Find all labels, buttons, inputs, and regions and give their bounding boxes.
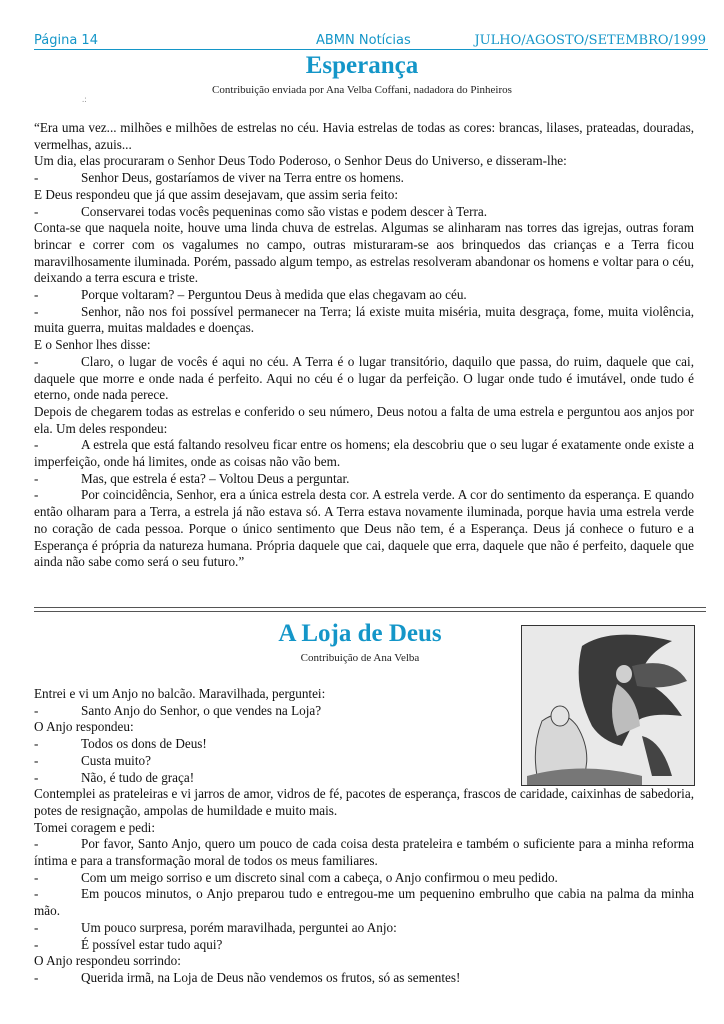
paragraph <box>34 354 694 404</box>
paragraph <box>34 820 694 837</box>
paragraph <box>34 220 694 287</box>
paragraph-text: Contemplei as prateleiras e vi jarros de amor, vidros de fé, pacotes de esperança, frascos de caridade, caixinhas de sabedoria, potes de resignação, ampolas de humildade e muito mais. <box>34 786 694 818</box>
paragraph <box>34 686 694 703</box>
dialogue-dash: - <box>34 487 39 503</box>
paragraph <box>34 920 694 937</box>
article-title-loja: A Loja de Deus <box>278 620 442 647</box>
dialogue-dash: - <box>34 736 39 752</box>
dialogue-dash: - <box>34 836 39 852</box>
paragraph <box>34 970 694 987</box>
paragraph <box>34 870 694 887</box>
paragraph <box>34 187 694 204</box>
paragraph <box>34 736 694 753</box>
paragraph-text: Com um meigo sorriso e um discreto sinal com a cabeça, o Anjo confirmou o meu pedido. <box>81 869 558 885</box>
paragraph-text: E o Senhor lhes disse: <box>34 337 151 353</box>
dialogue-dash: - <box>34 702 39 718</box>
article-contribution-loja: Contribuição de Ana Velba <box>300 652 420 664</box>
paragraph <box>34 770 694 787</box>
paragraph-text: Santo Anjo do Senhor, o que vendes na Loja? <box>81 702 322 718</box>
publication-name: ABMN Notícias <box>316 33 411 48</box>
dialogue-dash: - <box>34 919 39 935</box>
paragraph-text: O Anjo respondeu sorrindo: <box>34 953 181 969</box>
paragraph <box>34 937 694 954</box>
paragraph-text: “Era uma vez... milhões e milhões de estrelas no céu. Havia estrelas de todas as cores: brancas, lilases, prateadas, douradas, vermelhas, azuis... <box>34 120 694 152</box>
paragraph-text: Um dia, elas procuraram o Senhor Deus Todo Poderoso, o Senhor Deus do Universo, e disseram-lhe: <box>34 153 567 169</box>
paragraph <box>34 204 694 221</box>
dialogue-dash: - <box>34 437 39 453</box>
paragraph-text: Conta-se que naquela noite, houve uma linda chuva de estrelas. Algumas se alinharam nas torres das igrejas, outras foram brincar e correr com os vagalumes no campo, outras misturaram-se aos brinquedos das crianças e a Terra ficou maravilhosamente iluminada. Porém, passado algum tempo, as estrelas resolveram abandonar os homens e voltar para o céu, deixando a terra escura e triste. <box>34 220 694 286</box>
paragraph <box>34 120 694 153</box>
dialogue-dash: - <box>34 287 39 303</box>
paragraph <box>34 287 694 304</box>
paragraph <box>34 153 694 170</box>
paragraph-text: Não, é tudo de graça! <box>81 769 195 785</box>
paragraph <box>34 886 694 919</box>
paragraph <box>34 170 694 187</box>
header-rule <box>34 49 708 50</box>
dialogue-dash: - <box>34 969 39 985</box>
paragraph-text: Entrei e vi um Anjo no balcão. Maravilhada, perguntei: <box>34 686 326 701</box>
article-body-loja <box>34 686 694 987</box>
issue-date: JULHO/AGOSTO/SETEMBRO/1999 <box>474 33 706 48</box>
dialogue-dash: - <box>34 203 39 219</box>
paragraph-text: Querida irmã, na Loja de Deus não vendemos os frutos, só as sementes! <box>81 969 461 985</box>
dialogue-dash: - <box>34 303 39 319</box>
paragraph-text: O Anjo respondeu: <box>34 719 134 735</box>
paragraph-text: Mas, que estrela é esta? – Voltou Deus a perguntar. <box>81 470 350 486</box>
paragraph-text: E Deus respondeu que já que assim desejavam, que assim seria feito: <box>34 186 399 202</box>
paragraph <box>34 703 694 720</box>
section-divider <box>34 607 706 612</box>
paragraph-text: É possível estar tudo aqui? <box>81 936 223 952</box>
paragraph <box>34 953 694 970</box>
article-contribution-esperanca: Contribuição enviada por Ana Velba Coffani, nadadora do Pinheiros <box>212 84 512 96</box>
paragraph-text: Tomei coragem e pedi: <box>34 819 156 835</box>
dialogue-dash: - <box>34 936 39 952</box>
paragraph <box>34 753 694 770</box>
paragraph-text: Um pouco surpresa, porém maravilhada, perguntei ao Anjo: <box>81 919 397 935</box>
article-body-esperanca <box>34 120 694 571</box>
page-number: Página 14 <box>34 33 98 48</box>
paragraph <box>34 304 694 337</box>
paragraph <box>34 337 694 354</box>
paragraph-text: Por favor, Santo Anjo, quero um pouco de cada coisa desta prateleira e também o suficiente para a minha reforma íntima e para a transformação moral de todos os meus familiares. <box>34 836 694 869</box>
paragraph-text: Porque voltaram? – Perguntou Deus à medida que elas chegavam ao céu. <box>81 287 467 303</box>
paragraph-text: Por coincidência, Senhor, era a única estrela desta cor. A estrela verde. A cor do sentimento da esperança. E quando então olharam para a Terra, a estrela já não estava só. A Terra estava novamente iluminada, porque havia uma estrela verde no coração de cada pessoa. Porque o único sentimento que Deus não tem, é a Esperança. Deus já conhece o futuro e a Esperança é própria da natureza humana. Própria daquele que cai, daquele que erra, daquele que não é perfeito, daquele que ainda não sabe como será o seu futuro.” <box>34 487 694 570</box>
dialogue-dash: - <box>34 752 39 768</box>
dialogue-dash: - <box>34 769 39 785</box>
paragraph-text: Conservarei todas vocês pequeninas como são vistas e podem descer à Terra. <box>81 203 488 219</box>
print-speck: .: <box>82 94 87 104</box>
paragraph <box>34 836 694 869</box>
dialogue-dash: - <box>34 470 39 486</box>
paragraph <box>34 404 694 437</box>
dialogue-dash: - <box>34 886 39 902</box>
paragraph-text: Senhor, não nos foi possível permanecer na Terra; lá existe muita miséria, muita desgraça, fome, muita violência, muita guerra, muitas maldades e doenças. <box>34 303 694 336</box>
paragraph <box>34 487 694 571</box>
paragraph-text: Todos os dons de Deus! <box>81 736 207 752</box>
dialogue-dash: - <box>34 353 39 369</box>
paragraph-text: Depois de chegarem todas as estrelas e conferido o seu número, Deus notou a falta de uma estrela e perguntou aos anjos por ela. Um deles respondeu: <box>34 403 694 436</box>
paragraph-text: A estrela que está faltando resolveu ficar entre os homens; ela descobriu que o seu lugar é exatamente onde existe a imperfeição, onde há limites, onde as coisas não vão bem. <box>34 437 694 470</box>
paragraph-text: Custa muito? <box>81 752 151 768</box>
dialogue-dash: - <box>34 869 39 885</box>
article-title-esperanca: Esperança <box>305 52 419 79</box>
paragraph <box>34 719 694 736</box>
paragraph-text: Claro, o lugar de vocês é aqui no céu. A Terra é o lugar transitório, daquilo que passa, do ruim, daquele que cai, daquele que morre e onde nada é perfeito. Aqui no céu é o lugar da perfeição. O lugar onde tudo é imutável, onde tudo é eterno, onde nada perece. <box>34 353 694 403</box>
paragraph <box>34 471 694 488</box>
paragraph-text: Senhor Deus, gostaríamos de viver na Terra entre os homens. <box>81 170 404 186</box>
paragraph <box>34 786 694 819</box>
paragraph-text: Em poucos minutos, o Anjo preparou tudo e entregou-me um pequenino embrulho que cabia na palma da minha mão. <box>34 886 694 919</box>
dialogue-dash: - <box>34 170 39 186</box>
paragraph <box>34 437 694 470</box>
